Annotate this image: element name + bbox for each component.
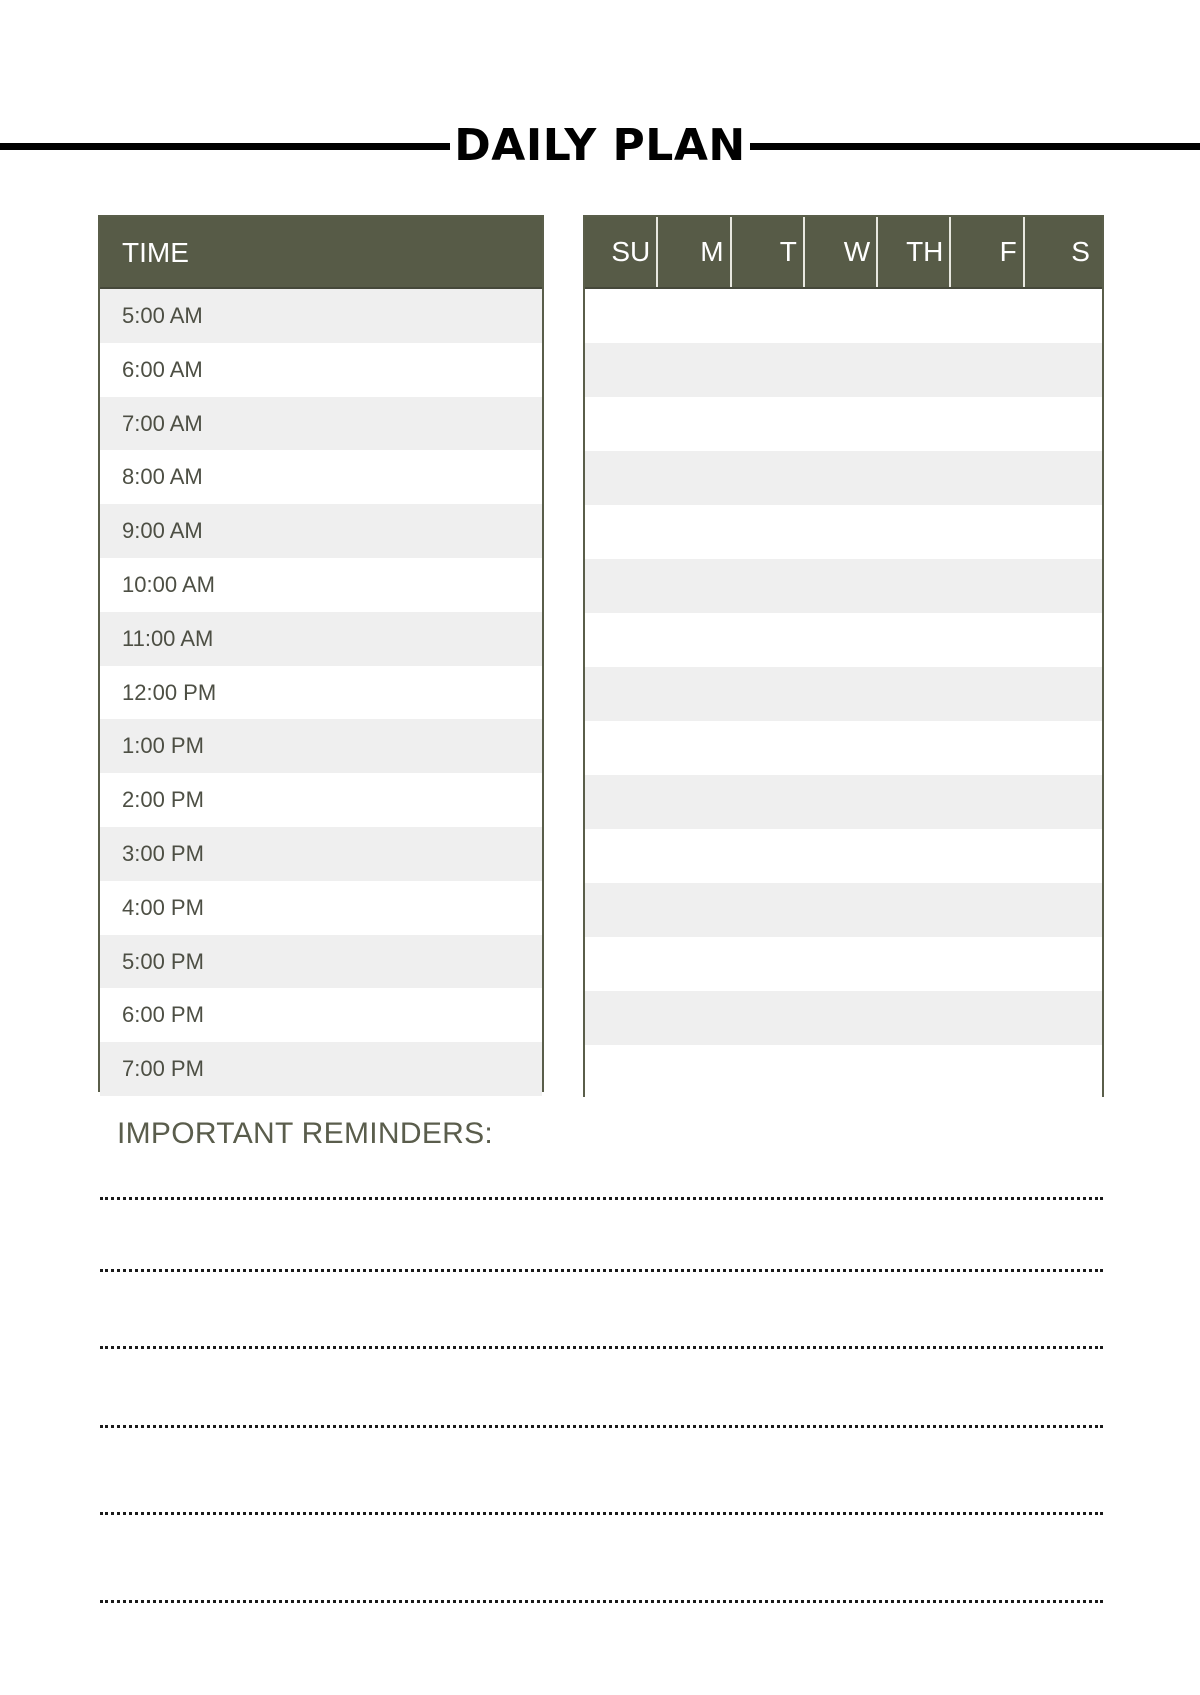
time-row[interactable]: 7:00 AM xyxy=(100,397,542,451)
day-header-thursday: TH xyxy=(878,217,951,287)
time-row[interactable]: 7:00 PM xyxy=(100,1042,542,1096)
time-row[interactable]: 10:00 AM xyxy=(100,558,542,612)
week-row[interactable] xyxy=(585,613,1102,667)
week-row[interactable] xyxy=(585,289,1102,343)
week-row[interactable] xyxy=(585,829,1102,883)
day-header-saturday: S xyxy=(1071,236,1090,267)
day-header-tuesday: T xyxy=(732,217,805,287)
reminder-line[interactable] xyxy=(100,1425,1103,1428)
week-row[interactable] xyxy=(585,559,1102,613)
day-header-wednesday: W xyxy=(805,217,878,287)
page-title: DAILY PLAN xyxy=(454,120,746,171)
day-header-friday: F xyxy=(951,217,1024,287)
day-header-sunday: SU xyxy=(585,217,658,287)
day-header-monday: M xyxy=(658,217,731,287)
week-row[interactable] xyxy=(585,667,1102,721)
reminders-title: IMPORTANT REMINDERS: xyxy=(117,1117,494,1150)
week-row[interactable] xyxy=(585,775,1102,829)
time-table xyxy=(98,215,544,1092)
week-row[interactable] xyxy=(585,721,1102,775)
time-row[interactable]: 8:00 AM xyxy=(100,450,542,504)
time-row[interactable]: 11:00 AM xyxy=(100,612,542,666)
time-row[interactable]: 1:00 PM xyxy=(100,719,542,773)
time-row[interactable]: 5:00 AM xyxy=(100,289,542,343)
week-row[interactable] xyxy=(585,451,1102,505)
time-rows xyxy=(100,289,542,1096)
week-table xyxy=(583,215,1104,1097)
reminder-line[interactable] xyxy=(100,1600,1103,1603)
week-rows xyxy=(585,289,1102,1099)
time-row[interactable]: 3:00 PM xyxy=(100,827,542,881)
week-row[interactable] xyxy=(585,991,1102,1045)
reminder-line[interactable] xyxy=(100,1269,1103,1272)
title-rule-left xyxy=(0,143,450,150)
reminder-line[interactable] xyxy=(100,1346,1103,1349)
time-row[interactable]: 2:00 PM xyxy=(100,773,542,827)
reminder-line[interactable] xyxy=(100,1512,1103,1515)
week-header xyxy=(585,217,1102,289)
reminder-line[interactable] xyxy=(100,1197,1103,1200)
time-row[interactable]: 9:00 AM xyxy=(100,504,542,558)
title-rule-right xyxy=(750,143,1200,150)
time-row[interactable]: 6:00 AM xyxy=(100,343,542,397)
time-row[interactable]: 6:00 PM xyxy=(100,988,542,1042)
week-row[interactable] xyxy=(585,883,1102,937)
week-row[interactable] xyxy=(585,1045,1102,1099)
week-row[interactable] xyxy=(585,937,1102,991)
week-row[interactable] xyxy=(585,343,1102,397)
time-row[interactable]: 4:00 PM xyxy=(100,881,542,935)
week-row[interactable] xyxy=(585,505,1102,559)
time-row[interactable]: 12:00 PM xyxy=(100,666,542,720)
week-row[interactable] xyxy=(585,397,1102,451)
time-header: TIME xyxy=(100,217,542,289)
time-row[interactable]: 5:00 PM xyxy=(100,935,542,989)
